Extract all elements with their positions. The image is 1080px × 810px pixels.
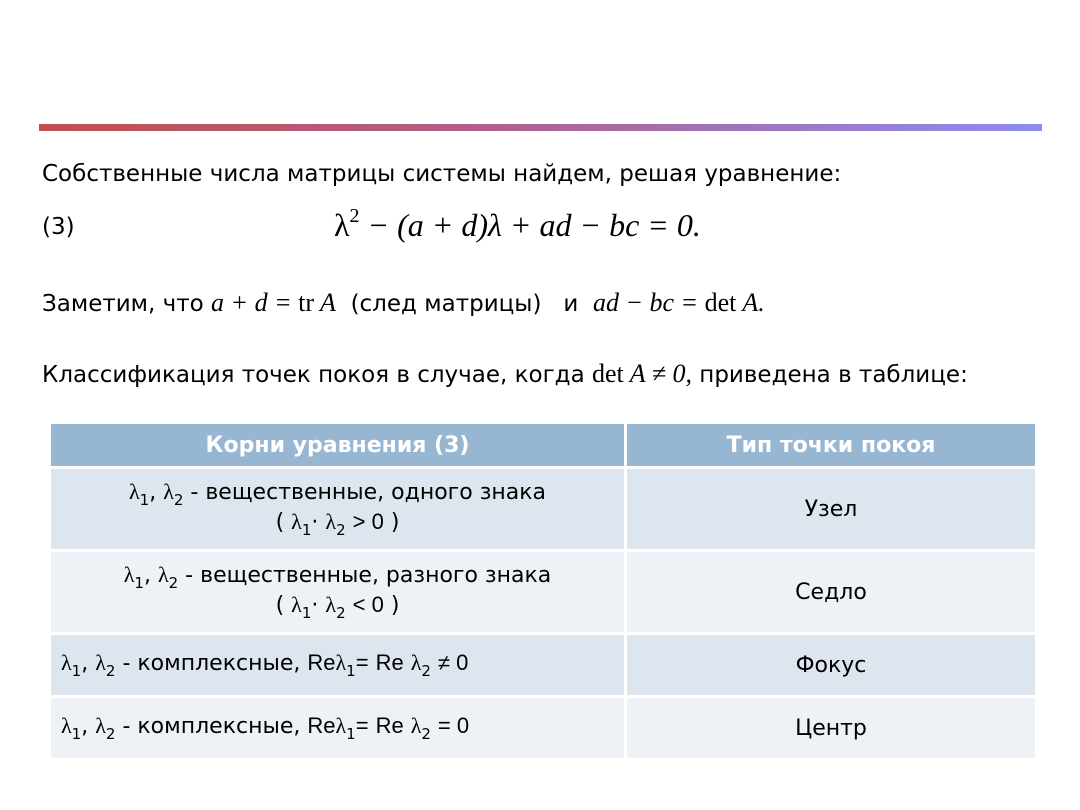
subscript: 1	[71, 725, 82, 743]
subscript: 1	[134, 574, 144, 592]
roots-cell	[51, 552, 624, 632]
title-divider-bar	[39, 124, 1042, 131]
equation-rest: − (a + d)λ + ad − bc = 0.	[359, 207, 701, 243]
roots-description: - вещественные, разного знака	[185, 563, 552, 588]
condition-operator: > 0	[352, 509, 384, 534]
rest-point-type: Центр	[627, 698, 1035, 758]
lambda-symbol: λ	[335, 713, 347, 738]
header-type: Тип точки покоя	[627, 424, 1035, 466]
trace-formula-lhs: a + d =	[211, 288, 299, 317]
det-variable: A.	[736, 288, 765, 317]
subscript: 1	[71, 662, 82, 680]
lambda-symbol: λ	[157, 562, 169, 587]
classification-prefix: Классификация точек покоя в случае, когда	[42, 362, 585, 388]
lambda-symbol: λ	[61, 650, 72, 675]
rest-point-type: Фокус	[627, 635, 1035, 695]
lambda-symbol: λ	[325, 592, 337, 617]
subscript: 2	[105, 725, 116, 743]
roots-cell: $\lambda_1$, $\lambda_2$ - комплексные, Reλ$_1$= Re $\lambda_2 \ne 0$	[51, 635, 624, 695]
lambda-symbol: λ	[128, 479, 140, 504]
equals-sign: =	[355, 713, 369, 738]
equation-lambda: λ	[334, 207, 350, 243]
lambda-symbol: λ	[61, 713, 72, 738]
table-row	[51, 552, 1035, 632]
trace-variable: A	[314, 288, 336, 317]
table-row	[51, 635, 1035, 695]
real-part-operator: Re	[307, 650, 336, 675]
det-formula-lhs: ad − bc =	[592, 288, 705, 317]
condition-operator: < 0	[352, 592, 384, 617]
header-roots: Корни уравнения (3)	[51, 424, 624, 466]
det-operator: det	[704, 288, 737, 317]
lambda-symbol: λ	[95, 650, 106, 675]
product-condition: ( $\lambda_1\cdot \lambda_2 < 0$ )	[275, 592, 400, 622]
classification-text	[42, 361, 968, 387]
equals-sign: =	[355, 650, 369, 675]
det-formula	[593, 288, 765, 317]
det-condition-rest: A ≠ 0,	[623, 359, 692, 388]
trace-description: (след матрицы)	[350, 291, 542, 317]
and-word: и	[563, 291, 579, 317]
subscript: 2	[173, 491, 184, 509]
real-part-operator: Re	[375, 650, 404, 675]
lambda-symbol: λ	[123, 562, 135, 587]
roots-cell: $\lambda_1$, $\lambda_2$ - комплексные, Reλ$_1$= Re $\lambda_2 = 0$	[51, 698, 624, 758]
real-part-operator: Re	[307, 713, 336, 738]
lambda-symbol: λ	[163, 479, 174, 504]
product-condition: ( $\lambda_1\cdot \lambda_2 > 0$ )	[275, 509, 400, 539]
lambda-symbol: λ	[95, 713, 106, 738]
intro-text: Собственные числа матрицы системы найдем, решая уравнение:	[42, 161, 842, 187]
rest-point-type: Седло	[627, 552, 1035, 632]
roots-description: - вещественные, одного знака	[190, 480, 547, 505]
subscript: 1	[301, 521, 312, 539]
trace-formula	[211, 288, 336, 317]
subscript: 1	[346, 725, 356, 743]
table-row	[51, 698, 1035, 758]
rest-point-type: Узел	[627, 469, 1035, 549]
note-prefix: Заметим, что	[42, 291, 204, 317]
trace-operator: tr	[298, 288, 315, 317]
paren-open: (	[275, 510, 285, 535]
subscript: 2	[336, 521, 346, 539]
paren-close: )	[390, 593, 400, 618]
roots-description: - комплексные,	[122, 651, 301, 676]
lambda-symbol: λ	[291, 509, 302, 534]
subscript: 2	[421, 662, 431, 680]
subscript: 2	[336, 604, 346, 622]
lambda-symbol: λ	[335, 650, 347, 675]
condition-tail: = 0	[437, 713, 470, 738]
roots-description: - комплексные,	[122, 714, 301, 739]
subscript: 1	[301, 604, 312, 622]
roots-cell	[51, 469, 624, 549]
paren-close: )	[390, 510, 400, 535]
roots-line: $\lambda_1$, $\lambda_2$ - вещественные, одного знака	[128, 479, 547, 509]
classification-table	[48, 421, 1038, 761]
roots-line: $\lambda_1$, $\lambda_2$ - вещественные, разного знака	[123, 562, 552, 592]
det-condition-operator: det	[591, 359, 624, 388]
subscript: 2	[168, 574, 179, 592]
equation-label: (3)	[42, 214, 75, 240]
table-header-row	[51, 424, 1035, 466]
subscript: 1	[139, 491, 150, 509]
table-row	[51, 469, 1035, 549]
lambda-symbol: λ	[410, 713, 422, 738]
det-condition	[592, 359, 692, 388]
classification-suffix: приведена в таблице:	[699, 362, 968, 388]
equation-power: 2	[349, 205, 360, 227]
condition-tail: ≠ 0	[437, 650, 469, 675]
lambda-symbol: λ	[291, 592, 302, 617]
characteristic-equation	[334, 205, 701, 244]
lambda-symbol: λ	[410, 650, 422, 675]
lambda-symbol: λ	[325, 509, 337, 534]
real-part-operator: Re	[375, 713, 404, 738]
trace-det-note	[42, 290, 765, 316]
subscript: 2	[105, 662, 116, 680]
paren-open: (	[275, 593, 285, 618]
subscript: 2	[421, 725, 431, 743]
subscript: 1	[346, 662, 356, 680]
